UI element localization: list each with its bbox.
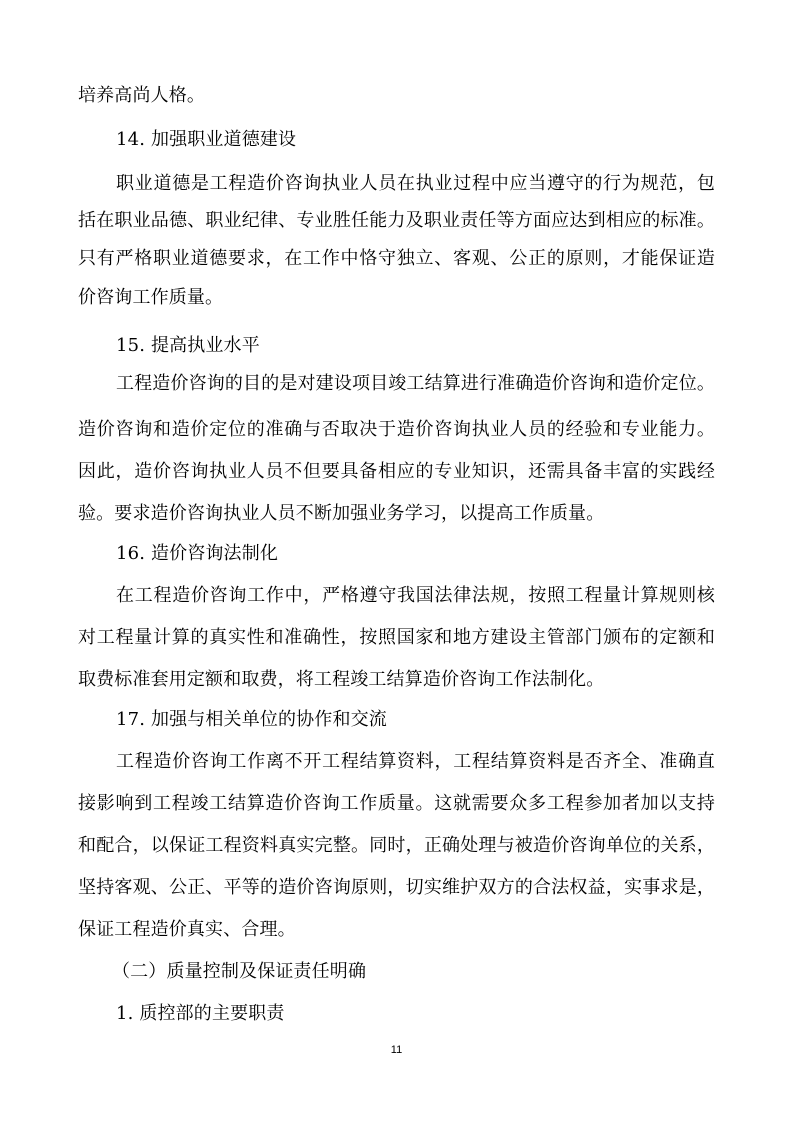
- paragraph-line: 接影响到工程竣工结算造价咨询工作质量。这就需要众多工程参加者加以支持: [78, 793, 715, 814]
- section-heading-15: 15. 提高执业水平: [116, 335, 260, 356]
- paragraph-line: 和配合，以保证工程资料真实完整。同时，正确处理与被造价咨询单位的关系，: [78, 835, 715, 856]
- paragraph-line: 只有严格职业道德要求，在工作中恪守独立、客观、公正的原则，才能保证造: [78, 248, 715, 269]
- paragraph-line: 培养高尚人格。: [78, 85, 206, 106]
- paragraph-line: 工程造价咨询的目的是对建设项目竣工结算进行准确造价咨询和造价定位。: [116, 373, 715, 394]
- section-heading-14: 14. 加强职业道德建设: [116, 129, 297, 150]
- paragraph-line: 造价咨询和造价定位的准确与否取决于造价咨询执业人员的经验和专业能力。: [78, 419, 715, 440]
- page-number: 11: [390, 1044, 403, 1056]
- paragraph-line: 坚持客观、公正、平等的造价咨询原则，切实维护双方的合法权益，实事求是，: [78, 877, 715, 898]
- paragraph-line: 括在职业品德、职业纪律、专业胜任能力及职业责任等方面应达到相应的标准。: [78, 210, 715, 231]
- paragraph-line: 验。要求造价咨询执业人员不断加强业务学习，以提高工作质量。: [78, 503, 605, 524]
- paragraph-line: 价咨询工作质量。: [78, 287, 224, 308]
- section-heading-1: 1. 质控部的主要职责: [116, 1003, 285, 1024]
- section-heading-17: 17. 加强与相关单位的协作和交流: [116, 709, 387, 730]
- paragraph-line: 工程造价咨询工作离不开工程结算资料，工程结算资料是否齐全、准确直: [116, 751, 715, 772]
- paragraph-line: 对工程量计算的真实性和准确性，按照国家和地方建设主管部门颁布的定额和: [78, 627, 715, 648]
- subsection-heading: （二）质量控制及保证责任明确: [112, 961, 367, 982]
- section-heading-16: 16. 造价咨询法制化: [116, 543, 278, 564]
- paragraph-line: 在工程造价咨询工作中，严格遵守我国法律法规，按照工程量计算规则核: [116, 585, 715, 606]
- paragraph-line: 取费标准套用定额和取费，将工程竣工结算造价咨询工作法制化。: [78, 669, 605, 690]
- paragraph-line: 职业道德是工程造价咨询执业人员在执业过程中应当遵守的行为规范，包: [116, 173, 715, 194]
- paragraph-line: 因此，造价咨询执业人员不但要具备相应的专业知识，还需具备丰富的实践经: [78, 461, 715, 482]
- paragraph-line: 保证工程造价真实、合理。: [78, 919, 296, 940]
